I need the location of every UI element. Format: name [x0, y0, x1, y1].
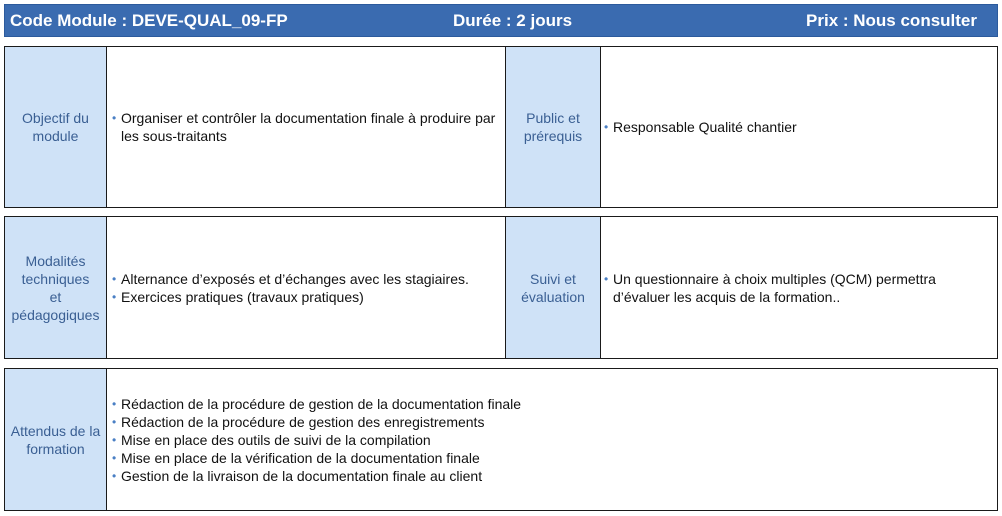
list-modalites [112, 270, 502, 306]
list-item: • Un questionnaire à choix multiples (QCM) permettra d’évaluer les acquis de la formation.. [604, 270, 989, 306]
list-item: • Responsable Qualité chantier [604, 118, 989, 136]
label-suivi: Suivi et évaluation [505, 217, 601, 358]
module-code: Code Module : DEVE-QUAL_09-FP [10, 11, 288, 30]
list-item: • Rédaction de la procédure de gestion de la documentation finale [112, 395, 982, 413]
list-item: • Mise en place de la vérification de la documentation finale [112, 449, 982, 467]
list-item: • Exercices pratiques (travaux pratiques) [112, 288, 502, 306]
content-modalites [112, 217, 502, 358]
content-public [604, 47, 989, 207]
label-public: Public et prérequis [505, 47, 601, 207]
list-item: • Alternance d’exposés et d’échanges avec les stagiaires. [112, 270, 502, 288]
label-objectif: Objectif du module [5, 47, 107, 207]
content-objectif [112, 47, 502, 207]
label-modalites: Modalités techniques et pédagogiques [5, 217, 107, 358]
block-attendus [4, 368, 998, 511]
content-suivi [604, 217, 989, 358]
list-item: • Gestion de la livraison de la documentation finale au client [112, 467, 982, 485]
list-public [604, 118, 989, 136]
list-suivi [604, 270, 989, 306]
list-attendus [112, 395, 982, 485]
list-item: • Rédaction de la procédure de gestion des enregistrements [112, 413, 982, 431]
module-duration: Durée : 2 jours [453, 11, 573, 30]
block-modalites-suivi [4, 216, 998, 359]
block-objectif-public [4, 46, 998, 208]
module-header-bar [4, 4, 998, 37]
content-attendus [112, 369, 982, 510]
module-price: Prix : Nous consulter [806, 11, 977, 30]
list-item: • Organiser et contrôler la documentation finale à produire par les sous-traitants [112, 109, 502, 145]
list-item: • Mise en place des outils de suivi de la compilation [112, 431, 982, 449]
label-attendus: Attendus de la formation [5, 369, 107, 510]
list-objectif [112, 109, 502, 145]
